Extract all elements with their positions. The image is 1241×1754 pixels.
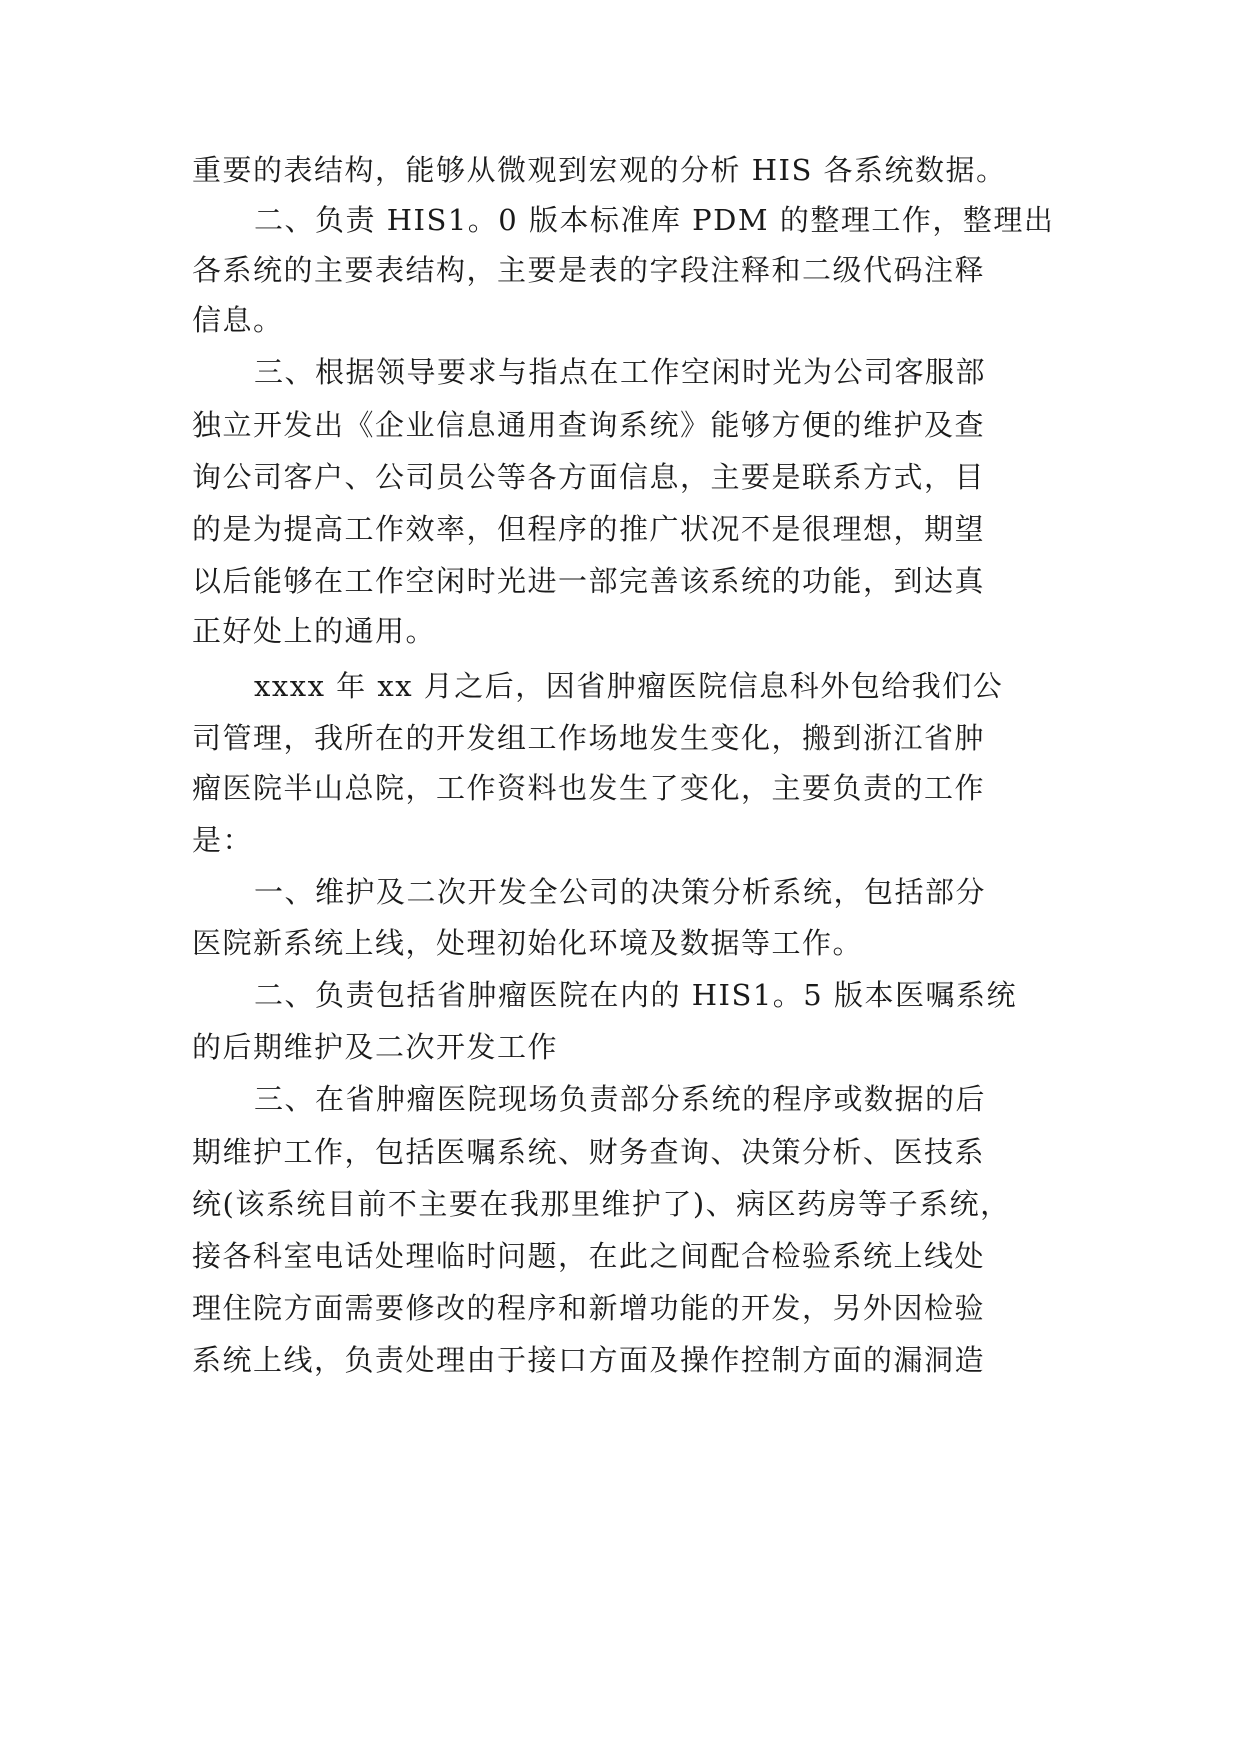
paragraph-3-line-1: 三、根据领导要求与指点在工作空闲时光为公司客服部: [254, 355, 987, 389]
paragraph-2-line-2: 各系统的主要表结构，主要是表的字段注释和二级代码注释: [192, 253, 986, 287]
paragraph-4-line-1: xxxx 年 xx 月之后，因省肿瘤医院信息科外包给我们公: [254, 669, 1004, 703]
paragraph-2-line-3: 信息。: [192, 303, 284, 337]
paragraph-7-line-3: 统(该系统目前不主要在我那里维护了)、病区药房等子系统，: [192, 1187, 1011, 1221]
paragraph-7-line-1: 三、在省肿瘤医院现场负责部分系统的程序或数据的后: [254, 1082, 987, 1116]
paragraph-6-line-1: 二、负责包括省肿瘤医院在内的 HIS1。5 版本医嘱系统: [254, 978, 1017, 1012]
paragraph-5-line-1: 一、维护及二次开发全公司的决策分析系统，包括部分: [254, 875, 987, 909]
paragraph-5-line-2: 医院新系统上线，处理初始化环境及数据等工作。: [192, 926, 864, 960]
paragraph-4-line-2: 司管理，我所在的开发组工作场地发生变化，搬到浙江省肿: [192, 721, 986, 755]
paragraph-3-line-2: 独立开发出《企业信息通用查询系统》能够方便的维护及查: [192, 408, 986, 442]
paragraph-7-line-2: 期维护工作，包括医嘱系统、财务查询、决策分析、医技系: [192, 1135, 986, 1169]
paragraph-6-line-2: 的后期维护及二次开发工作: [192, 1030, 559, 1064]
paragraph-3-line-3: 询公司客户、公司员公等各方面信息，主要是联系方式，目: [192, 460, 986, 494]
paragraph-7-line-6: 系统上线，负责处理由于接口方面及操作控制方面的漏洞造: [192, 1343, 986, 1377]
paragraph-2-line-1: 二、负责 HIS1。0 版本标准库 PDM 的整理工作，整理出: [254, 203, 1055, 237]
paragraph-7-line-4: 接各科室电话处理临时问题，在此之间配合检验系统上线处: [192, 1239, 986, 1273]
paragraph-3-line-6: 正好处上的通用。: [192, 614, 437, 648]
paragraph-4-line-4: 是：: [192, 823, 254, 857]
paragraph-3-line-4: 的是为提高工作效率，但程序的推广状况不是很理想，期望: [192, 512, 986, 546]
paragraph-4-line-3: 瘤医院半山总院，工作资料也发生了变化，主要负责的工作: [192, 771, 986, 805]
paragraph-7-line-5: 理住院方面需要修改的程序和新增功能的开发，另外因检验: [192, 1291, 986, 1325]
text-line-1: 重要的表结构，能够从微观到宏观的分析 HIS 各系统数据。: [192, 153, 1007, 187]
paragraph-3-line-5: 以后能够在工作空闲时光进一部完善该系统的功能，到达真: [192, 564, 986, 598]
